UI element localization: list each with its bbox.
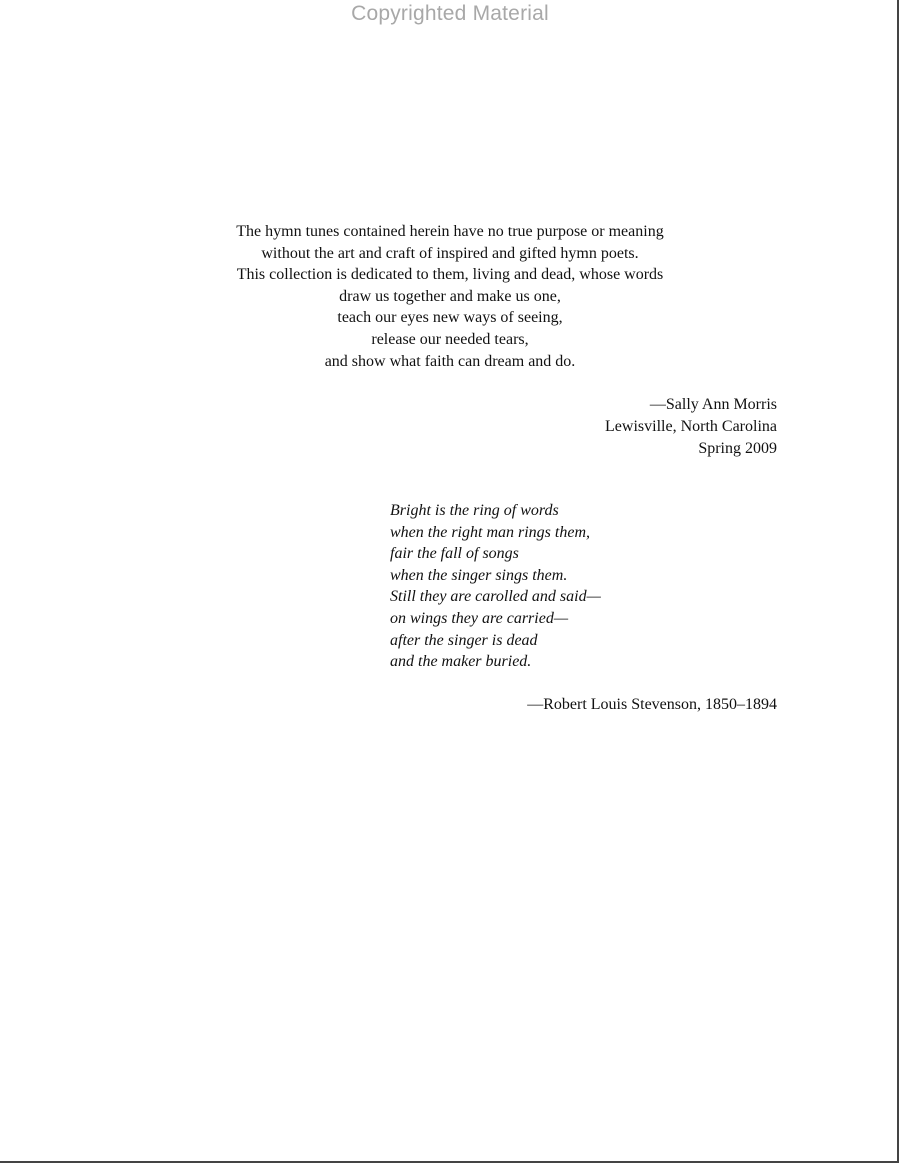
signature-name: —Sally Ann Morris [649, 396, 777, 413]
dedication-text [150, 221, 750, 372]
poem-line: when the singer sings them. [390, 566, 568, 584]
signature-date: Spring 2009 [698, 440, 777, 457]
dedication-line: teach our eyes new ways of seeing, [337, 309, 563, 327]
poem-line: Still they are carolled and said— [390, 588, 601, 606]
poem-line: fair the fall of songs [390, 545, 519, 563]
copyright-watermark: Copyrighted Material [351, 2, 549, 25]
epigraph-poem [390, 500, 601, 673]
dedication-line: without the art and craft of inspired and gifted hymn poets. [261, 244, 639, 262]
dedication-line: release our needed tears, [371, 330, 529, 348]
poem-line: Bright is the ring of words [390, 502, 559, 519]
dedication-line: draw us together and make us one, [339, 287, 561, 305]
dedication-line: The hymn tunes contained herein have no true purpose or meaning [236, 223, 664, 240]
poem-attribution: —Robert Louis Stevenson, 1850–1894 [527, 696, 777, 713]
dedication-line: This collection is dedicated to them, living and dead, whose words [236, 266, 664, 284]
dedication-line: and show what faith can dream and do. [324, 352, 576, 370]
signature-place: Lewisville, North Carolina [605, 418, 777, 435]
poem-line: on wings they are carried— [390, 609, 569, 627]
poem-line: after the singer is dead [390, 631, 538, 649]
poem-line: and the maker buried. [390, 653, 532, 671]
dedication-signature [605, 394, 777, 460]
poem-line: when the right man rings them, [390, 523, 590, 541]
